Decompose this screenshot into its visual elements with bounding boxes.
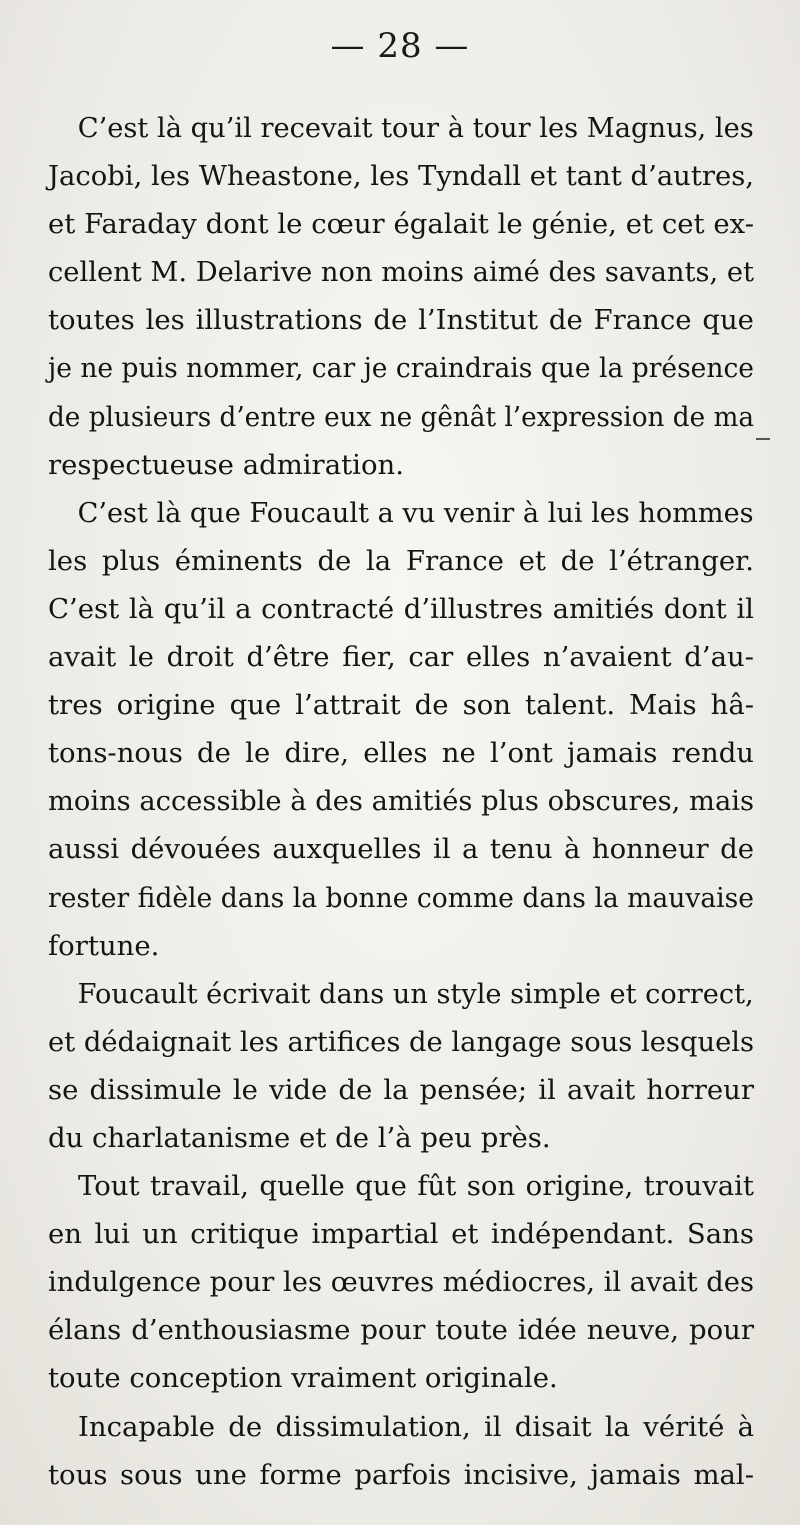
text-line: se dissimule le vide de la pensée; il avait horreur (48, 1073, 754, 1106)
page-number: — 28 — (330, 26, 470, 66)
text-line: cellent M. Delarive non moins aimé des savants, et (48, 256, 754, 289)
text-line: tous sous une forme parfois incisive, jamais mal- (48, 1458, 755, 1491)
text-line: je ne puis nommer, car je craindrais que la présence (48, 352, 755, 385)
text-line: élans d’enthousiasme pour toute idée neuve, pour (48, 1314, 754, 1347)
text-line: tres origine que l’attrait de son talent. Mais hâ- (48, 689, 755, 722)
text-line: et dédaignait les artifices de langage sous lesquels (48, 1025, 755, 1058)
text-line: rester fidèle dans la bonne comme dans la mauvaise (48, 881, 755, 914)
text-line: les plus éminents de la France et de l’étranger. (48, 544, 755, 577)
text-line: toutes les illustrations de l’Institut de France que (48, 304, 754, 337)
text-line: Foucault écrivait dans un style simple et correct, (77, 977, 754, 1010)
text-line: Tout travail, quelle que fût son origine, trouvait (78, 1170, 754, 1203)
text-line: avait le droit d’être fier, car elles n’avaient d’au- (48, 641, 754, 674)
text-line: C’est là qu’il a contracté d’illustres amitiés dont il (48, 592, 754, 625)
text-line: respectueuse admiration. (48, 448, 404, 481)
text-line: moins accessible à des amitiés plus obscures, mais (48, 785, 755, 818)
text-line: Incapable de dissimulation, il disait la vérité à (78, 1410, 755, 1443)
text-line: du charlatanisme et de l’à peu près. (48, 1121, 551, 1154)
text-line: de plusieurs d’entre eux ne gênât l’expression de ma (48, 400, 755, 433)
text-line: aussi dévouées auxquelles il a tenu à honneur de (48, 833, 755, 866)
text-line: en lui un critique impartial et indépendant. Sans (48, 1218, 754, 1251)
text-line: toute conception vraiment originale. (48, 1362, 558, 1395)
text-line: fortune. (48, 929, 160, 962)
text-line: C’est là que Foucault a vu venir à lui les hommes (77, 496, 754, 529)
body-text (48, 104, 754, 1499)
margin-mark (756, 438, 770, 440)
text-line: C’est là qu’il recevait tour à tour les Magnus, les (77, 112, 754, 144)
text-line: indulgence pour les œuvres médiocres, il avait des (48, 1266, 755, 1299)
text-line: et Faraday dont le cœur égalait le génie, et cet ex- (48, 208, 754, 241)
text-line: Jacobi, les Wheastone, les Tyndall et tant d’autres, (48, 160, 755, 193)
text-line: tons-nous de le dire, elles ne l’ont jamais rendu (48, 737, 755, 770)
